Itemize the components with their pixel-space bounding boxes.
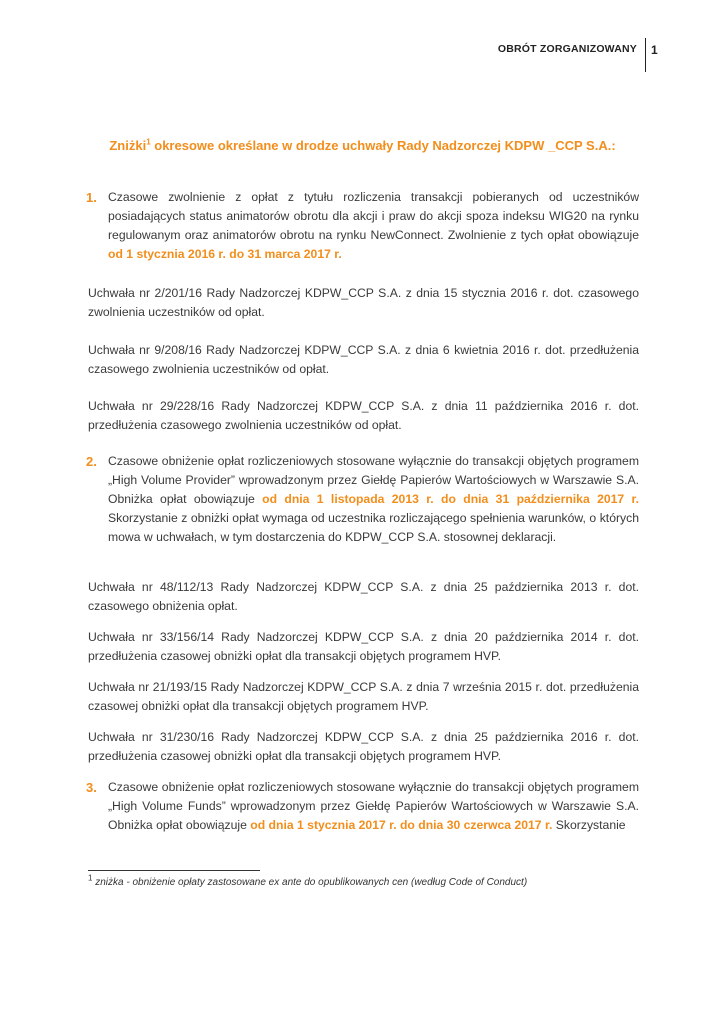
header-title: OBRÓT ZORGANIZOWANY bbox=[497, 43, 637, 55]
footnote-text: zniżka - obniżenie opłaty zastosowane ex ante do opublikowanych cen (według Code of Conduct) bbox=[92, 877, 528, 888]
resolution-paragraph: Uchwała nr 2/201/16 Rady Nadzorczej KDPW_CCP S.A. z dnia 15 stycznia 2016 r. dot. czasowego zwolnienia uczestników od opłat. bbox=[88, 286, 639, 319]
resolution-paragraph: Uchwała nr 48/112/13 Rady Nadzorczej KDPW_CCP S.A. z dnia 25 października 2013 r. dot. czasowego obniżenia opłat. bbox=[88, 580, 639, 613]
item-date-range: od dnia 1 listopada 2013 r. do dnia 31 października 2017 r. bbox=[262, 492, 639, 506]
item-text bbox=[86, 452, 639, 547]
page-title bbox=[0, 138, 725, 153]
header-divider bbox=[645, 38, 646, 72]
item-body-after: Skorzystanie z obniżki opłat wymaga od uczestnika rozliczającego spełnienia warunków, o których mowa w uchwałach, w tym dostarczenia do KDPW_CCP S.A. stosownej deklaracji. bbox=[108, 511, 639, 544]
footnote-ref: 1 bbox=[88, 873, 93, 883]
item-text bbox=[86, 778, 639, 835]
item-body: Czasowe obniżenie opłat rozliczeniowych stosowane wyłącznie do transakcji objętych programem „High Volume Funds” wprowadzonym przez Giełdę Papierów Wartościowych w Warszawie S.A. Obniżka opłat obowiązuje bbox=[108, 780, 639, 832]
resolution-paragraph: Uchwała nr 31/230/16 Rady Nadzorczej KDPW_CCP S.A. z dnia 25 października 2016 r. dot. przedłużenia czasowej obniżki opłat dla transakcji objętych programem HVP. bbox=[88, 730, 639, 763]
resolution-paragraph: Uchwała nr 33/156/14 Rady Nadzorczej KDPW_CCP S.A. z dnia 20 października 2014 r. dot. przedłużenia czasowej obniżki opłat dla transakcji objętych programem HVP. bbox=[88, 630, 639, 663]
item-text bbox=[86, 188, 639, 264]
item-body: Czasowe zwolnienie z opłat z tytułu rozliczenia transakcji pobieranych od uczestników posiadających status animatorów obrotu dla akcji i praw do akcji spoza indeksu WIG20 na rynku regulowanym oraz animatorów obrotu na rynku NewConnect. Zwolnienie z tych opłat obowiązuje bbox=[108, 190, 639, 242]
title-prefix: Zniżki bbox=[109, 138, 147, 153]
item-number: 2. bbox=[86, 454, 97, 469]
item-date-range: od dnia 1 stycznia 2017 r. do dnia 30 czerwca 2017 r. bbox=[250, 818, 553, 832]
title-footnote-ref: 1 bbox=[146, 137, 151, 147]
title-suffix: okresowe określane w drodze uchwały Rady Nadzorczej KDPW _CCP S.A.: bbox=[150, 138, 616, 153]
item-body: Czasowe obniżenie opłat rozliczeniowych stosowane wyłącznie do transakcji objętych programem „High Volume Provider” wprowadzonym przez Giełdę Papierów Wartościowych w Warszawie S.A. Obniżka opłat obowiązuje bbox=[108, 454, 639, 506]
list-item-1 bbox=[86, 188, 639, 264]
footnote-divider bbox=[88, 870, 260, 871]
page-number: 1 bbox=[651, 43, 658, 57]
footnote bbox=[88, 873, 528, 888]
list-item-3 bbox=[86, 778, 639, 835]
item-number: 1. bbox=[86, 190, 97, 205]
list-item-2 bbox=[86, 452, 639, 547]
resolution-paragraph: Uchwała nr 29/228/16 Rady Nadzorczej KDPW_CCP S.A. z dnia 11 października 2016 r. dot. przedłużenia czasowego zwolnienia uczestników od opłat. bbox=[88, 399, 639, 432]
item-number: 3. bbox=[86, 780, 97, 795]
item-body-after: Skorzystanie bbox=[552, 818, 626, 832]
resolution-paragraph: Uchwała nr 9/208/16 Rady Nadzorczej KDPW_CCP S.A. z dnia 6 kwietnia 2016 r. dot. przedłużenia czasowego zwolnienia uczestników od opłat. bbox=[88, 343, 639, 376]
resolution-paragraph: Uchwała nr 21/193/15 Rady Nadzorczej KDPW_CCP S.A. z dnia 7 września 2015 r. dot. przedłużenia czasowej obniżki opłat dla transakcji objętych programem HVP. bbox=[88, 680, 639, 713]
item-date-range: od 1 stycznia 2016 r. do 31 marca 2017 r. bbox=[108, 247, 342, 261]
